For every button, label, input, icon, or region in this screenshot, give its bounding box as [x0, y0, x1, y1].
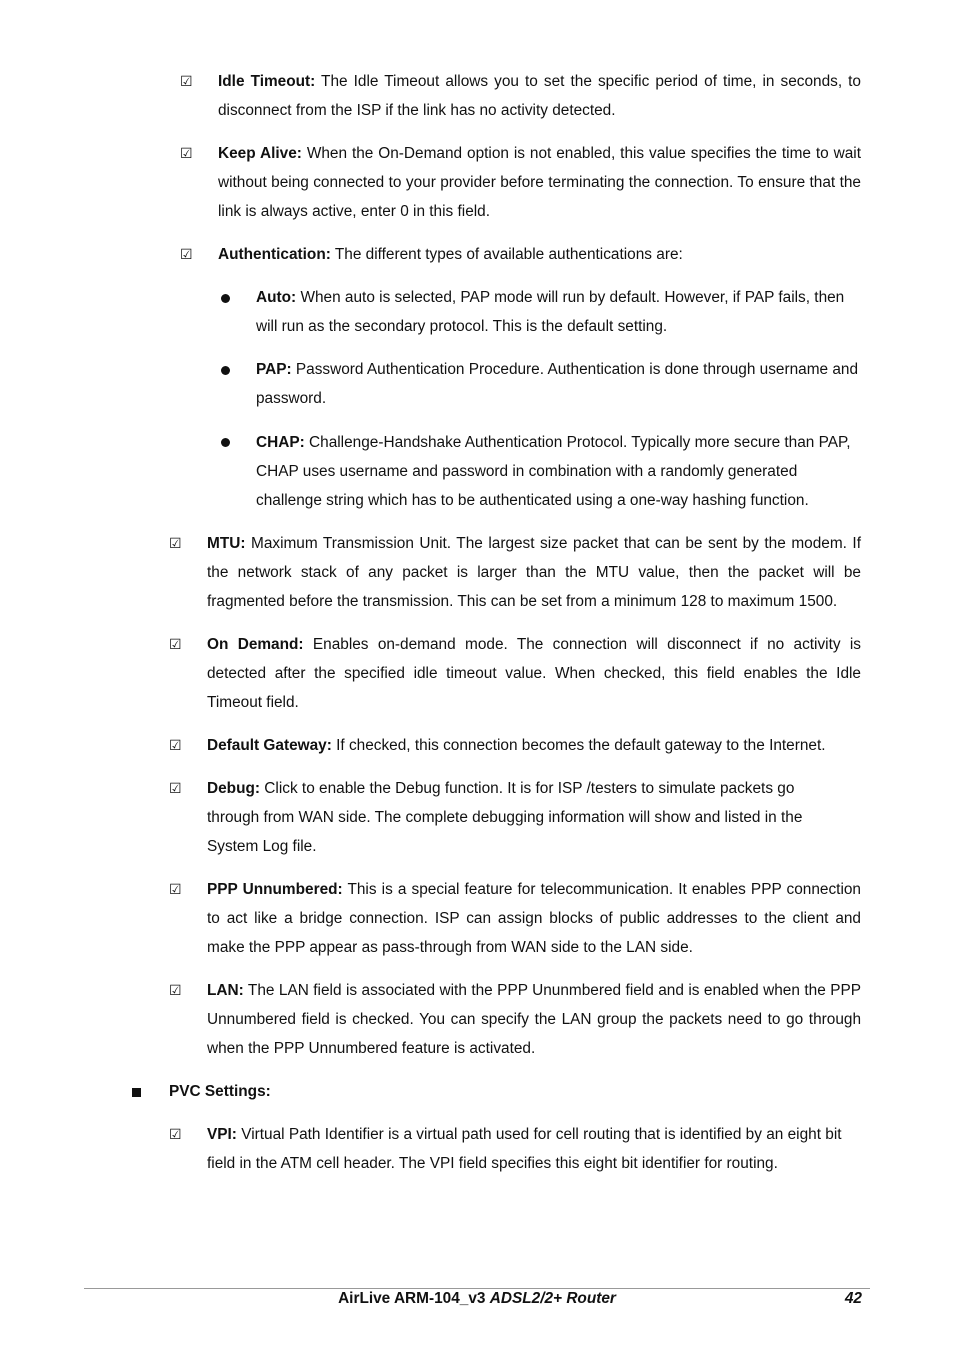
- list-item: [207, 775, 847, 861]
- checkbox-icon: ☑: [169, 738, 182, 754]
- item-term: PAP:: [256, 361, 292, 378]
- bullet-dot-icon: [221, 366, 230, 375]
- section-title: PVC Settings:: [169, 1083, 271, 1100]
- list-item: [207, 631, 861, 717]
- page-footer: [84, 1287, 870, 1311]
- square-bullet-icon: [132, 1088, 141, 1097]
- checkbox-icon: ☑: [180, 247, 193, 263]
- list-item: [207, 977, 861, 1063]
- bullet-dot-icon: [221, 438, 230, 447]
- checkbox-icon: ☑: [180, 146, 193, 162]
- checkbox-icon: ☑: [169, 1127, 182, 1143]
- section-heading: [169, 1078, 769, 1107]
- item-term: Authentication:: [218, 246, 331, 263]
- list-item: [207, 1121, 867, 1179]
- list-item: [218, 140, 861, 226]
- item-term: LAN:: [207, 982, 244, 999]
- bullet-dot-icon: [221, 294, 230, 303]
- list-item: [207, 732, 861, 761]
- footer-model: ADSL2/2+ Router: [489, 1290, 616, 1307]
- item-term: Debug:: [207, 780, 261, 797]
- item-term: MTU:: [207, 535, 246, 552]
- item-text: When auto is selected, PAP mode will run by default. However, if PAP fails, then will run as the secondary protocol. This is the default setting.: [256, 289, 845, 335]
- item-term: On Demand:: [207, 636, 304, 653]
- item-text: Click to enable the Debug function. It is for ISP /testers to simulate packets go through from WAN side. The complete debugging information will show and listed in the System Log file.: [207, 780, 803, 855]
- item-term: Keep Alive:: [218, 145, 302, 162]
- list-item: [256, 356, 861, 414]
- item-text: If checked, this connection becomes the default gateway to the Internet.: [331, 737, 826, 754]
- footer-product: AirLive ARM-104_v3: [338, 1290, 490, 1307]
- item-term: Auto:: [256, 289, 297, 306]
- item-term: CHAP:: [256, 434, 305, 451]
- item-text: Virtual Path Identifier is a virtual path used for cell routing that is identified by an eight bit field in the ATM cell header. The VPI field specifies this eight bit identifier for routing.: [207, 1126, 842, 1172]
- item-term: VPI:: [207, 1126, 237, 1143]
- checkbox-icon: ☑: [169, 983, 182, 999]
- checkbox-icon: ☑: [169, 882, 182, 898]
- list-item: [207, 876, 861, 962]
- list-item: [256, 429, 861, 515]
- item-text: The Idle Timeout allows you to set the specific period of time, in seconds, to disconnect from the ISP if the link has no activity detected.: [218, 73, 861, 119]
- item-text: Password Authentication Procedure. Authentication is done through username and password.: [256, 361, 859, 407]
- list-item: [218, 241, 861, 270]
- footer-title: [84, 1287, 870, 1311]
- list-item: [256, 284, 861, 342]
- checkbox-icon: ☑: [169, 781, 182, 797]
- list-item: [218, 68, 861, 126]
- item-text: The LAN field is associated with the PPP Ununmbered field and is enabled when the PPP Unnumbered field is checked. You can specify the LAN group the packets need to go through when the PPP Unnumbered feature is activated.: [207, 982, 861, 1057]
- list-item: [207, 530, 861, 616]
- item-text: Enables on-demand mode. The connection will disconnect if no activity is detected after the specified idle timeout value. When checked, this field enables the Idle Timeout field.: [207, 636, 861, 711]
- item-text: This is a special feature for telecommunication. It enables PPP connection to act like a bridge connection. ISP can assign blocks of public addresses to the client and make the PPP appear as pass-through from WAN side to the LAN side.: [207, 881, 861, 956]
- item-text: The different types of available authentications are:: [330, 246, 683, 263]
- item-term: PPP Unnumbered:: [207, 881, 343, 898]
- checkbox-icon: ☑: [169, 637, 182, 653]
- item-term: Idle Timeout:: [218, 73, 316, 90]
- checkbox-icon: ☑: [169, 536, 182, 552]
- item-text: Maximum Transmission Unit. The largest size packet that can be sent by the modem. If the network stack of any packet is larger than the MTU value, then the packet will be fragmented before the transmission. This can be set from a minimum 128 to maximum 1500.: [207, 535, 861, 610]
- item-text: When the On-Demand option is not enabled, this value specifies the time to wait without being connected to your provider before terminating the connection. To ensure that the link is always active, enter 0 in this field.: [218, 145, 861, 220]
- item-text: Challenge-Handshake Authentication Protocol. Typically more secure than PAP, CHAP uses username and password in combination with a randomly generated challenge string which has to be authenticated using a one-way hashing function.: [256, 434, 851, 509]
- item-term: Default Gateway:: [207, 737, 332, 754]
- checkbox-icon: ☑: [180, 74, 193, 90]
- page-number: 42: [844, 1290, 862, 1307]
